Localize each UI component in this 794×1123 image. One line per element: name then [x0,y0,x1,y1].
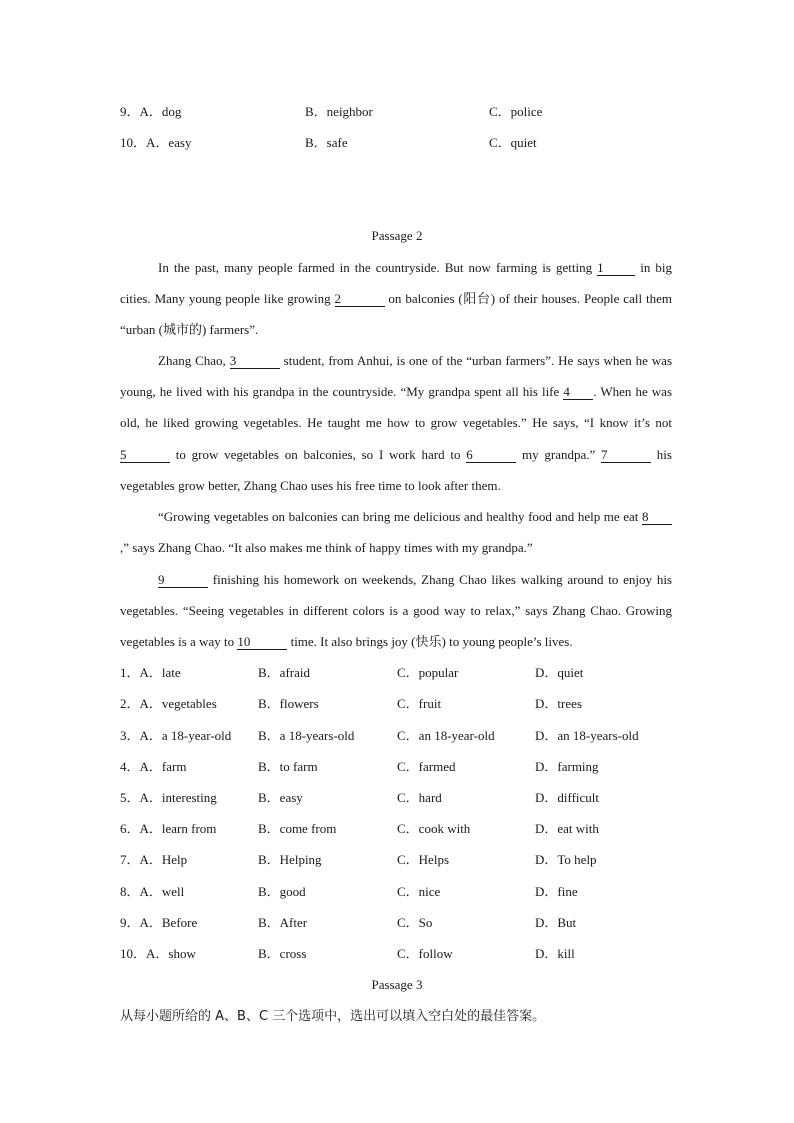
passage-2-paragraph-3 [120,501,672,563]
paragraph-text: in big cities. Many young people like growing [120,260,672,307]
option-a: 4．A．farm [120,759,187,774]
paragraph-text: time. It also brings joy (快乐) to young people’s lives. [287,634,573,650]
question-row [120,727,680,745]
option-b: B．easy [258,790,303,805]
passage-3-instruction: 从每小题所给的 A、B、C 三个选项中，选出可以填入空白处的最佳答案。 [120,1009,546,1024]
question-row [120,758,680,776]
option-c: C．police [489,104,543,119]
option-c: C．nice [397,884,441,899]
option-b: B．good [258,884,306,899]
option-a: 3．A．a 18-year-old [120,728,232,743]
question-row [120,789,680,807]
option-b: B．come from [258,821,337,836]
option-a: 2．A．vegetables [120,696,217,711]
paragraph-text: student, from Anhui, is one of the “urban farmers”. He says when he was young, he lived with his grandpa in the countryside. “My grandpa spent all his life [120,353,672,400]
option-a: 1．A．late [120,665,181,680]
option-c: C．hard [397,790,442,805]
option-a: 7．A．Help [120,852,188,867]
option-a: 10．A．easy [120,135,192,150]
option-d: D．But [535,915,577,930]
paragraph-text: my grandpa.” [516,446,602,462]
passage-2-heading: Passage 2 [371,228,423,243]
option-b: B．afraid [258,665,310,680]
blank-1: 1 [597,261,635,276]
option-d: D．farming [535,759,599,774]
question-row [120,851,680,869]
option-a: 6．A．learn from [120,821,217,836]
option-a: 5．A．interesting [120,790,217,805]
option-b: B．a 18-years-old [258,728,355,743]
blank-10: 10 [237,635,287,650]
passage-2-paragraph-1 [120,252,672,346]
question-row [120,664,680,682]
option-c: C．farmed [397,759,456,774]
option-c: C．popular [397,665,459,680]
passage-2-paragraph-2 [120,345,672,501]
option-c: C．quiet [489,135,537,150]
question-row [120,883,680,901]
option-b: B．After [258,915,308,930]
option-a: 9．A．Before [120,915,198,930]
passage-2-paragraph-4 [120,564,672,658]
option-c: C．follow [397,946,453,961]
question-row [120,134,680,152]
option-d: D．fine [535,884,578,899]
paragraph-text: “Growing vegetables on balconies can bring me delicious and healthy food and help me eat [158,509,642,524]
option-b: B．neighbor [305,104,373,119]
paragraph-text: finishing his homework on weekends, Zhang Chao likes walking around to enjoy his vegetables. “Seeing vegetables in different colors is a good way to relax,” says Zhang Chao. Growing vegetables is a way to [120,572,672,650]
option-b: B．flowers [258,696,319,711]
option-a: 8．A．well [120,884,185,899]
paragraph-text: . When he was old, he liked growing vegetables. He taught me how to grow vegetables.” He says, “I know it’s not [120,384,672,431]
question-row [120,695,680,713]
option-a: 9．A．dog [120,104,182,119]
paragraph-text: In the past, many people farmed in the countryside. But now farming is getting [158,260,598,275]
question-row [120,914,680,932]
question-row [120,820,680,838]
option-c: C．Helps [397,852,450,867]
blank-9: 9 [158,573,208,588]
option-d: D．To help [535,852,597,867]
option-b: B．Helping [258,852,322,867]
option-a: 10．A．show [120,946,196,961]
option-d: D．kill [535,946,575,961]
paragraph-text: on balconies (阳台) of their houses. People call them “urban (城市的) farmers”. [120,291,672,338]
blank-7: 7 [601,448,651,463]
blank-4: 4 [563,385,593,400]
paragraph-text: Zhang Chao, [158,353,230,368]
option-c: C．So [397,915,433,930]
paragraph-text: ,” says Zhang Chao. “It also makes me think of happy times with my grandpa.” [120,540,533,556]
option-d: D．eat with [535,821,599,836]
option-c: C．an 18-year-old [397,728,495,743]
paragraph-text: to grow vegetables on balconies, so I work hard to [170,446,467,462]
blank-2: 2 [335,292,385,307]
blank-5: 5 [120,448,170,463]
option-d: D．an 18-years-old [535,728,639,743]
blank-6: 6 [466,448,516,463]
option-b: B．to farm [258,759,318,774]
paragraph-text: his vegetables grow better, Zhang Chao uses his free time to look after them. [120,446,672,493]
option-b: B．safe [305,135,348,150]
option-d: D．quiet [535,665,584,680]
blank-3: 3 [230,354,280,369]
question-row [120,945,680,963]
option-d: D．difficult [535,790,600,805]
option-d: D．trees [535,696,582,711]
question-row [120,103,680,121]
option-b: B．cross [258,946,307,961]
option-c: C．cook with [397,821,471,836]
passage-3-heading: Passage 3 [371,977,423,992]
blank-8: 8 [642,510,672,525]
option-c: C．fruit [397,696,442,711]
